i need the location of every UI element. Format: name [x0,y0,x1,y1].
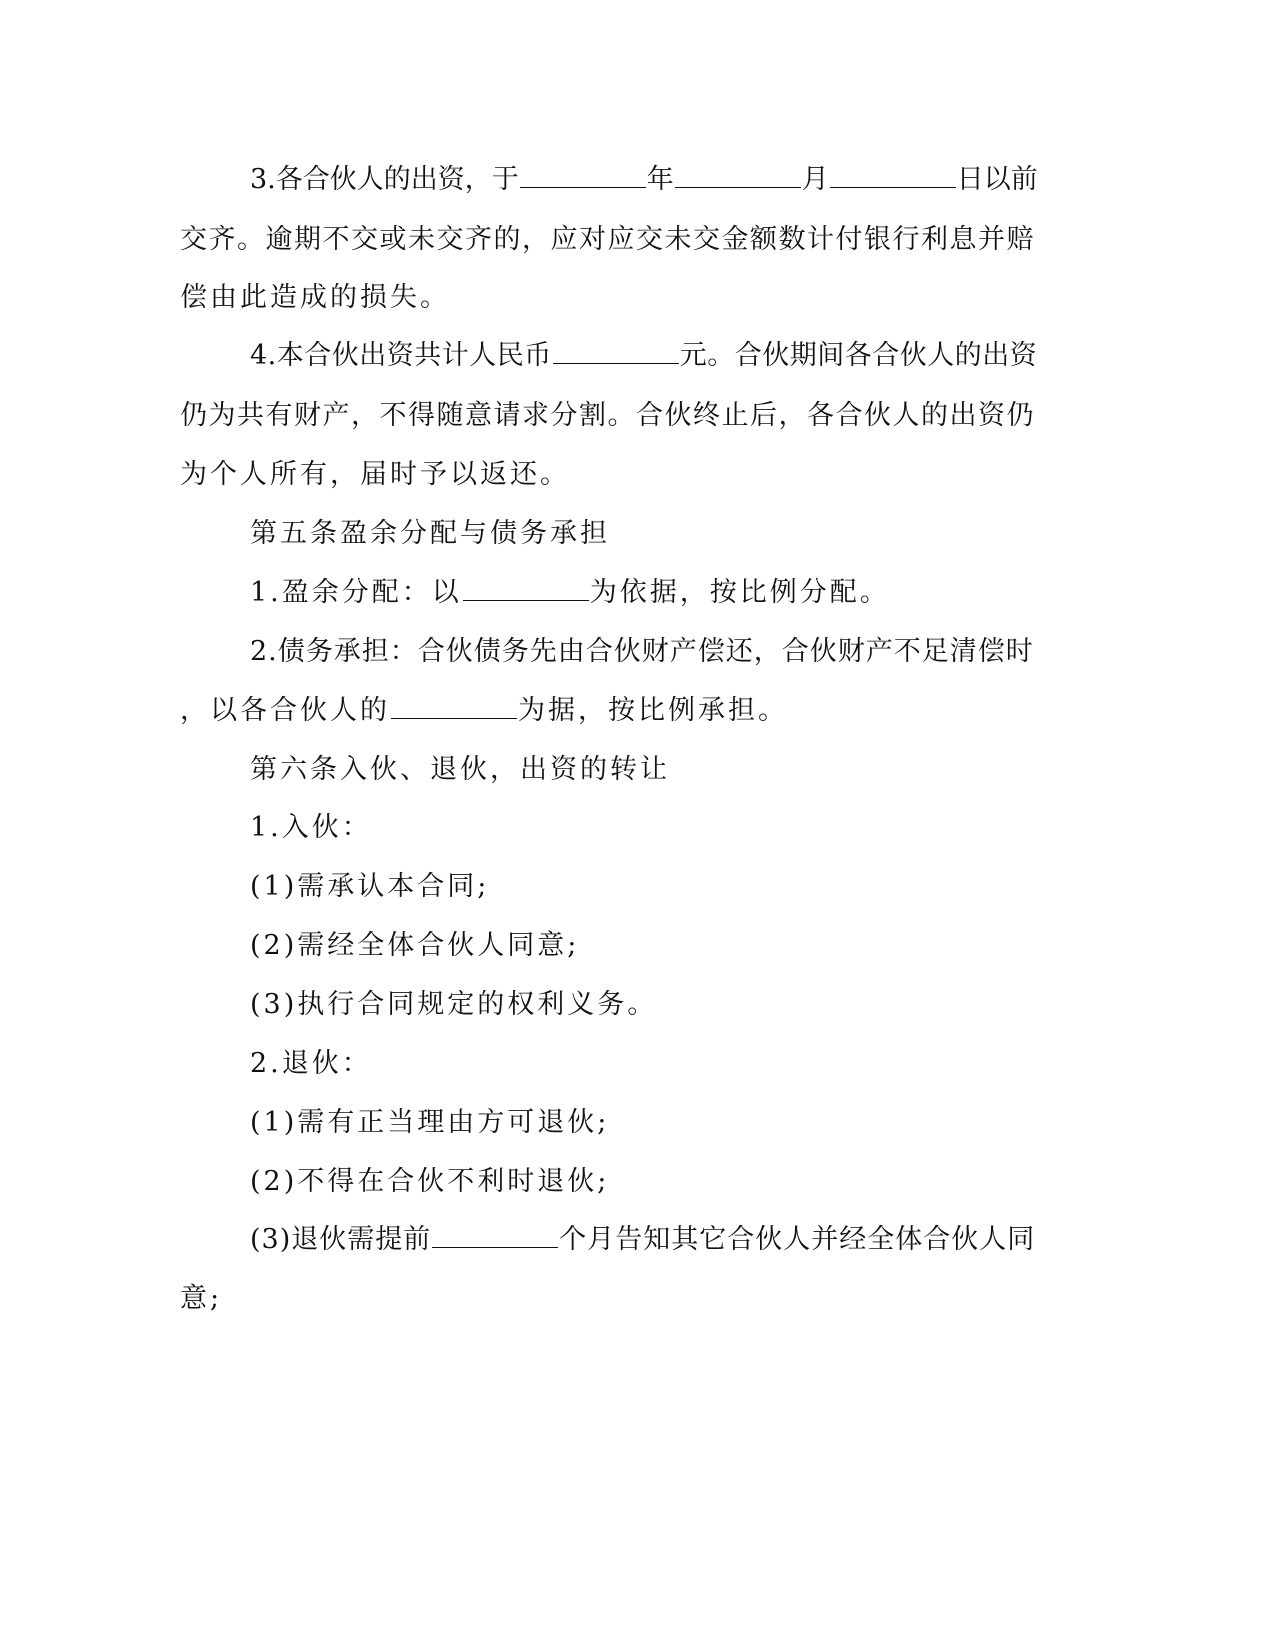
month-blank [675,161,801,188]
text-segment: (3)执行合同规定的权利义务。 [250,989,658,1020]
text-segment: 元。合伙期间各合伙人的出资 [679,340,1038,371]
notice-months-blank [432,1221,558,1248]
text-segment: 4.本合伙出资共计人民币 [250,340,552,371]
amount-blank [553,337,679,364]
text-segment: (1)需有正当理由方可退伙; [250,1107,610,1138]
text-segment: 日以前 [956,164,1038,195]
clause-3-line-1 [250,160,1038,200]
withdrawal-item-3-line-2 [180,1279,222,1319]
text-segment: 为据，按比例承担。 [518,695,788,726]
withdrawal-heading [250,1044,372,1084]
article-6-heading [250,750,670,790]
text-segment: 意; [180,1283,223,1314]
joining-item-1 [250,867,489,907]
text-segment: 交齐。逾期不交或未交齐的，应对应交未交金额数计付银行利息并赔 [180,224,1035,255]
profit-distribution-line [250,573,890,613]
text-segment: 月 [801,164,829,195]
text-segment: 1.盈余分配：以 [250,577,462,608]
withdrawal-item-1 [250,1103,609,1143]
text-segment: 个月告知其它合伙人并经全体合伙人同 [559,1224,1036,1255]
text-segment: 2.退伙： [250,1048,372,1079]
text-segment: 第五条盈余分配与债务承担 [250,518,610,549]
clause-4-line-2 [180,396,1035,436]
clause-3-line-2 [180,220,1035,260]
text-segment: 1.入伙： [250,812,372,843]
debt-line-2 [180,691,788,731]
clause-4-line-3 [180,455,570,495]
text-segment: (1)需承认本合同; [250,871,490,902]
day-blank [830,161,956,188]
year-blank [520,161,646,188]
text-segment: (2)需经全体合伙人同意; [250,930,580,961]
text-segment: 年 [646,164,674,195]
text-segment: 3.各合伙人的出资，于 [250,164,519,195]
joining-heading [250,808,372,848]
withdrawal-item-2 [250,1162,609,1202]
text-segment: (3)退伙需提前 [250,1224,432,1255]
debt-basis-blank [391,692,517,719]
debt-line-1 [250,632,1034,672]
text-segment: 为个人所有，届时予以返还。 [180,459,570,490]
text-segment: ，以各合伙人的 [180,695,390,726]
clause-4-line-1 [250,336,1037,376]
article-5-heading [250,514,610,554]
text-segment: 2.债务承担：合伙债务先由合伙财产偿还，合伙财产不足清偿时 [250,636,1034,667]
joining-item-2 [250,926,579,966]
text-segment: 第六条入伙、退伙，出资的转让 [250,754,670,785]
text-segment: (2)不得在合伙不利时退伙; [250,1166,610,1197]
joining-item-3 [250,985,657,1025]
text-segment: 为依据，按比例分配。 [589,577,890,608]
withdrawal-item-3-line-1 [250,1220,1035,1260]
profit-basis-blank [463,574,589,601]
text-segment: 偿由此造成的损失。 [180,282,450,313]
clause-3-line-3 [180,278,450,318]
text-segment: 仍为共有财产，不得随意请求分割。合伙终止后，各合伙人的出资仍 [180,400,1035,431]
